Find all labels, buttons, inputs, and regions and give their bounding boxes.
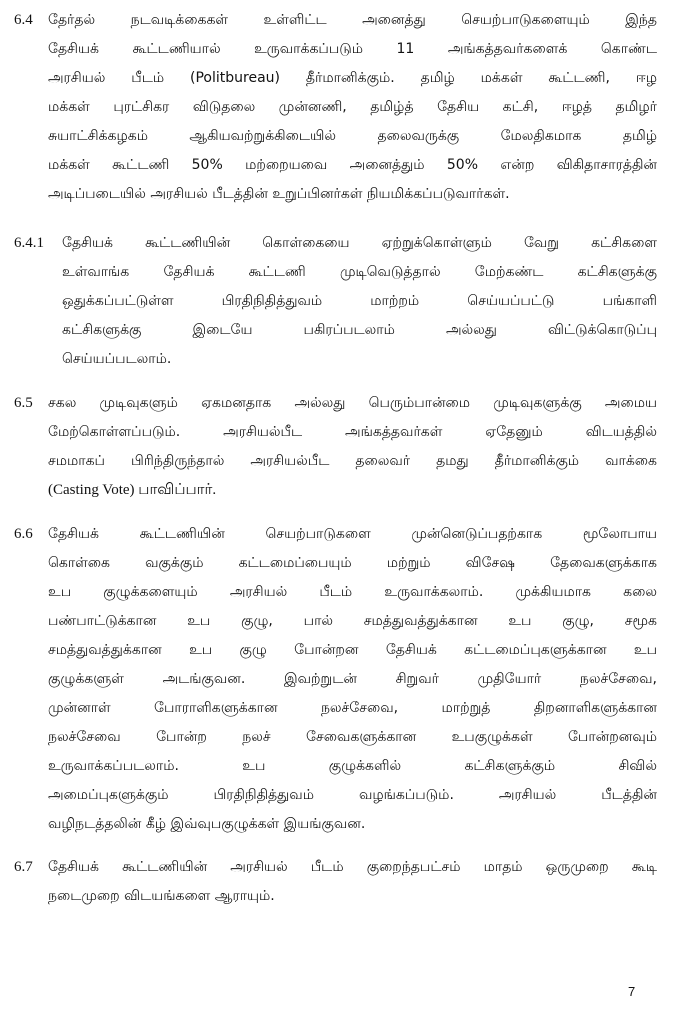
- clause-line: குழுக்களுள் அடங்குவன. இவற்றுடன் சிறுவர் முதியோர் நலச்சேவை,: [48, 671, 657, 687]
- clause-number: 6.7: [14, 859, 33, 875]
- clause-line: பண்பாட்டுக்கான உப குழு, பால் சமத்துவத்துக்கான உப குழு, சமூக: [48, 613, 657, 629]
- clause-line: உப குழுக்களையும் அரசியல் பீடம் உருவாக்கலாம். முக்கியமாக கலை: [48, 584, 657, 600]
- clause-line: சமத்துவத்துக்கான உப குழு போன்றன தேசியக் கட்டமைப்புகளுக்கான உப: [48, 642, 657, 658]
- clause-line: உள்வாங்க தேசியக் கூட்டணி முடிவெடுத்தால் மேற்கண்ட கட்சிகளுக்கு: [62, 264, 657, 280]
- clause-line: தேசியக் கூட்டணியின் அரசியல் பீடம் குறைந்தபட்சம் மாதம் ஒருமுறை கூடி: [48, 859, 657, 875]
- clause-line: சமமாகப் பிரிந்திருந்தால் அரசியல்பீட தலைவர் தமது தீர்மானிக்கும் வாக்கை: [48, 453, 657, 469]
- clause-line: அரசியல் பீடம் (Politbureau) தீர்மானிக்கும். தமிழ் மக்கள் கூட்டணி, ஈழ: [48, 70, 657, 86]
- clause-body: [48, 389, 657, 505]
- clause-number: 6.4.1: [14, 235, 44, 251]
- clause-line: மேற்கொள்ளப்படும். அரசியல்பீட அங்கத்தவர்கள் ஏதேனும் விடயத்தில்: [48, 424, 657, 440]
- clause-body: [48, 6, 657, 209]
- clause-line: சகல முடிவுகளும் ஏகமனதாக அல்லது பெரும்பான்மை முடிவுகளுக்கு அமைய: [48, 395, 657, 411]
- clause-line: நடைமுறை விடயங்களை ஆராயும்.: [48, 888, 275, 904]
- clause-line: ஒதுக்கப்பட்டுள்ள பிரதிநிதித்துவம் மாற்றம் செய்யப்பட்டு பங்காளி: [62, 293, 657, 309]
- clause-number: 6.4: [14, 12, 33, 28]
- clause-line: கட்சிகளுக்கு இடையே பகிரப்படலாம் அல்லது விட்டுக்கொடுப்பு: [62, 322, 657, 338]
- clause-line: (Casting Vote) பாவிப்பார்.: [48, 482, 217, 498]
- clause-line: தேசியக் கூட்டணியின் கொள்கையை ஏற்றுக்கொள்ளும் வேறு கட்சிகளை: [62, 235, 657, 251]
- clause-line: தேசியக் கூட்டணியின் செயற்பாடுகளை முன்னெடுப்பதற்காக மூலோபாய: [48, 526, 657, 542]
- clause-number: 6.5: [14, 395, 33, 411]
- clause-line: நலச்சேவை போன்ற நலச் சேவைகளுக்கான உபகுழுக்கள் போன்றனவும்: [48, 729, 657, 745]
- clause-line: சுயாட்சிக்கழகம் ஆகியவற்றுக்கிடையில் தலைவருக்கு மேலதிகமாக தமிழ்: [48, 128, 657, 144]
- clause-body: [48, 853, 657, 911]
- clause-line: உருவாக்கப்படலாம். உப குழுக்களில் கட்சிகளுக்கும் சிவில்: [48, 758, 657, 774]
- clause-line: தேர்தல் நடவடிக்கைகள் உள்ளிட்ட அனைத்து செயற்பாடுகளையும் இந்த: [48, 12, 657, 28]
- clause-body: [62, 229, 657, 374]
- clause-number: 6.6: [14, 526, 33, 542]
- clause-line: மக்கள் கூட்டணி 50% மற்றையவை அனைத்தும் 50% என்ற விகிதாசாரத்தின்: [48, 157, 657, 173]
- clause-line: அமைப்புகளுக்கும் பிரதிநிதித்துவம் வழங்கப்படும். அரசியல் பீடத்தின்: [48, 787, 657, 803]
- clause-line: தேசியக் கூட்டணியால் உருவாக்கப்படும் 11 அங்கத்தவர்களைக் கொண்ட: [48, 41, 657, 57]
- clause-line: வழிநடத்தலின் கீழ் இவ்வுபகுழுக்கள் இயங்குவன.: [48, 816, 366, 832]
- clause-line: கொள்கை வகுக்கும் கட்டமைப்பையும் மற்றும் விசேஷ தேவைகளுக்காக: [48, 555, 657, 571]
- clause-line: அடிப்படையில் அரசியல் பீடத்தின் உறுப்பினர்கள் நியமிக்கப்படுவார்கள்.: [48, 186, 510, 202]
- clause-body: [48, 520, 657, 839]
- page-number: 7: [628, 984, 636, 999]
- clause-line: செய்யப்படலாம்.: [62, 351, 172, 367]
- clause-line: முன்னாள் போராளிகளுக்கான நலச்சேவை, மாற்றுத் திறனாளிகளுக்கான: [48, 700, 657, 716]
- clause-line: மக்கள் புரட்சிகர விடுதலை முன்னணி, தமிழ்த் தேசிய கட்சி, ஈழத் தமிழர்: [48, 99, 657, 115]
